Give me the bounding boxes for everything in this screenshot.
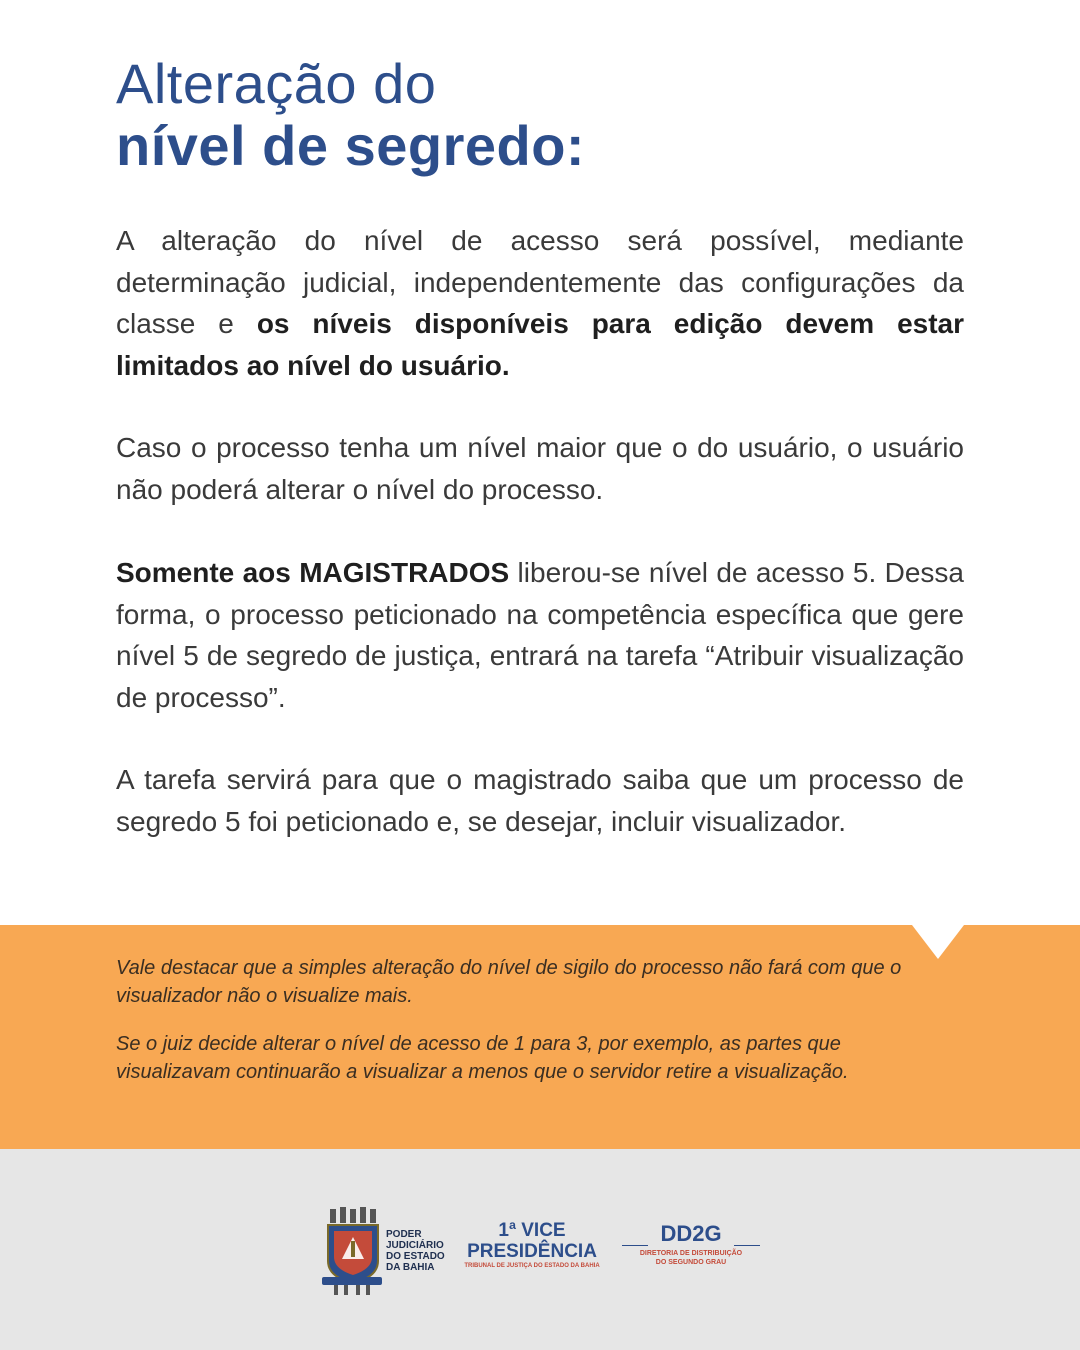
title-line-2: nível de segredo: — [116, 114, 586, 177]
dd2g-logo — [622, 1221, 760, 1267]
paragraph-magistrates — [116, 552, 964, 718]
note-text-1: Vale destacar que a simples alteração do nível de sigilo do processo não fará com que o visualizador não o visualize mais. — [116, 957, 902, 1007]
paragraph-3-emphasis: Somente aos MAGISTRADOS — [116, 557, 510, 588]
note-text-2: Se o juiz decide alterar o nível de acesso de 1 para 3, por exemplo, as partes que visualizavam continuarão a visualizar a menos que o servidor retire a visualização. — [116, 1033, 849, 1083]
pj-line-2: JUDICIÁRIO — [386, 1240, 444, 1251]
dd2g-line-1: DIRETORIA DE DISTRIBUIÇÃO — [639, 1250, 743, 1257]
dd2g-mark-text: DD2G — [660, 1221, 722, 1246]
paragraph-1-emphasis: os níveis disponíveis para edição devem estar limitados ao nível do usuário. — [116, 308, 964, 381]
page-title — [116, 52, 585, 176]
vp-line-1: 1ª VICE — [498, 1220, 566, 1241]
paragraph-1-text: A alteração do nível de acesso será possível, mediante determinação judicial, independentemente das configurações da classe e — [116, 225, 964, 339]
title-line-1: Alteração do — [116, 52, 437, 115]
vp-line-3: TRIBUNAL DE JUSTIÇA DO ESTADO DA BAHIA — [464, 1263, 600, 1269]
paragraph-higher-level: Caso o processo tenha um nível maior que o do usuário, o usuário não poderá alterar o nível do processo. — [116, 432, 964, 505]
paragraph-3-text: liberou-se nível de acesso 5. Dessa forma, o processo peticionado na competência específica que gere nível 5 de segredo de justiça, entrará na tarefa “Atribuir visualização de processo”. — [116, 557, 964, 713]
pj-line-1: PODER — [386, 1229, 422, 1240]
note-notch-shape — [912, 925, 964, 959]
court-crest-icon — [320, 1207, 384, 1295]
dd2g-rule-left — [622, 1245, 648, 1246]
vp-line-2: PRESIDÊNCIA — [467, 1241, 597, 1262]
dd2g-line-2: DO SEGUNDO GRAU — [655, 1259, 727, 1266]
dd2g-rule-right — [734, 1245, 760, 1246]
pj-line-4: DA BAHIA — [386, 1262, 435, 1273]
paragraph-task-purpose: A tarefa servirá para que o magistrado saiba que um processo de segredo 5 foi peticionado e, se desejar, incluir visualizador. — [116, 764, 964, 837]
footer-logos — [320, 1207, 780, 1295]
pj-line-3: DO ESTADO — [386, 1251, 445, 1262]
highlight-note-box — [0, 925, 1080, 1149]
dd2g-mark — [622, 1221, 760, 1247]
paragraph-access-level-change — [116, 220, 964, 386]
vice-presidencia-logo — [462, 1221, 602, 1271]
footer — [0, 1149, 1080, 1350]
